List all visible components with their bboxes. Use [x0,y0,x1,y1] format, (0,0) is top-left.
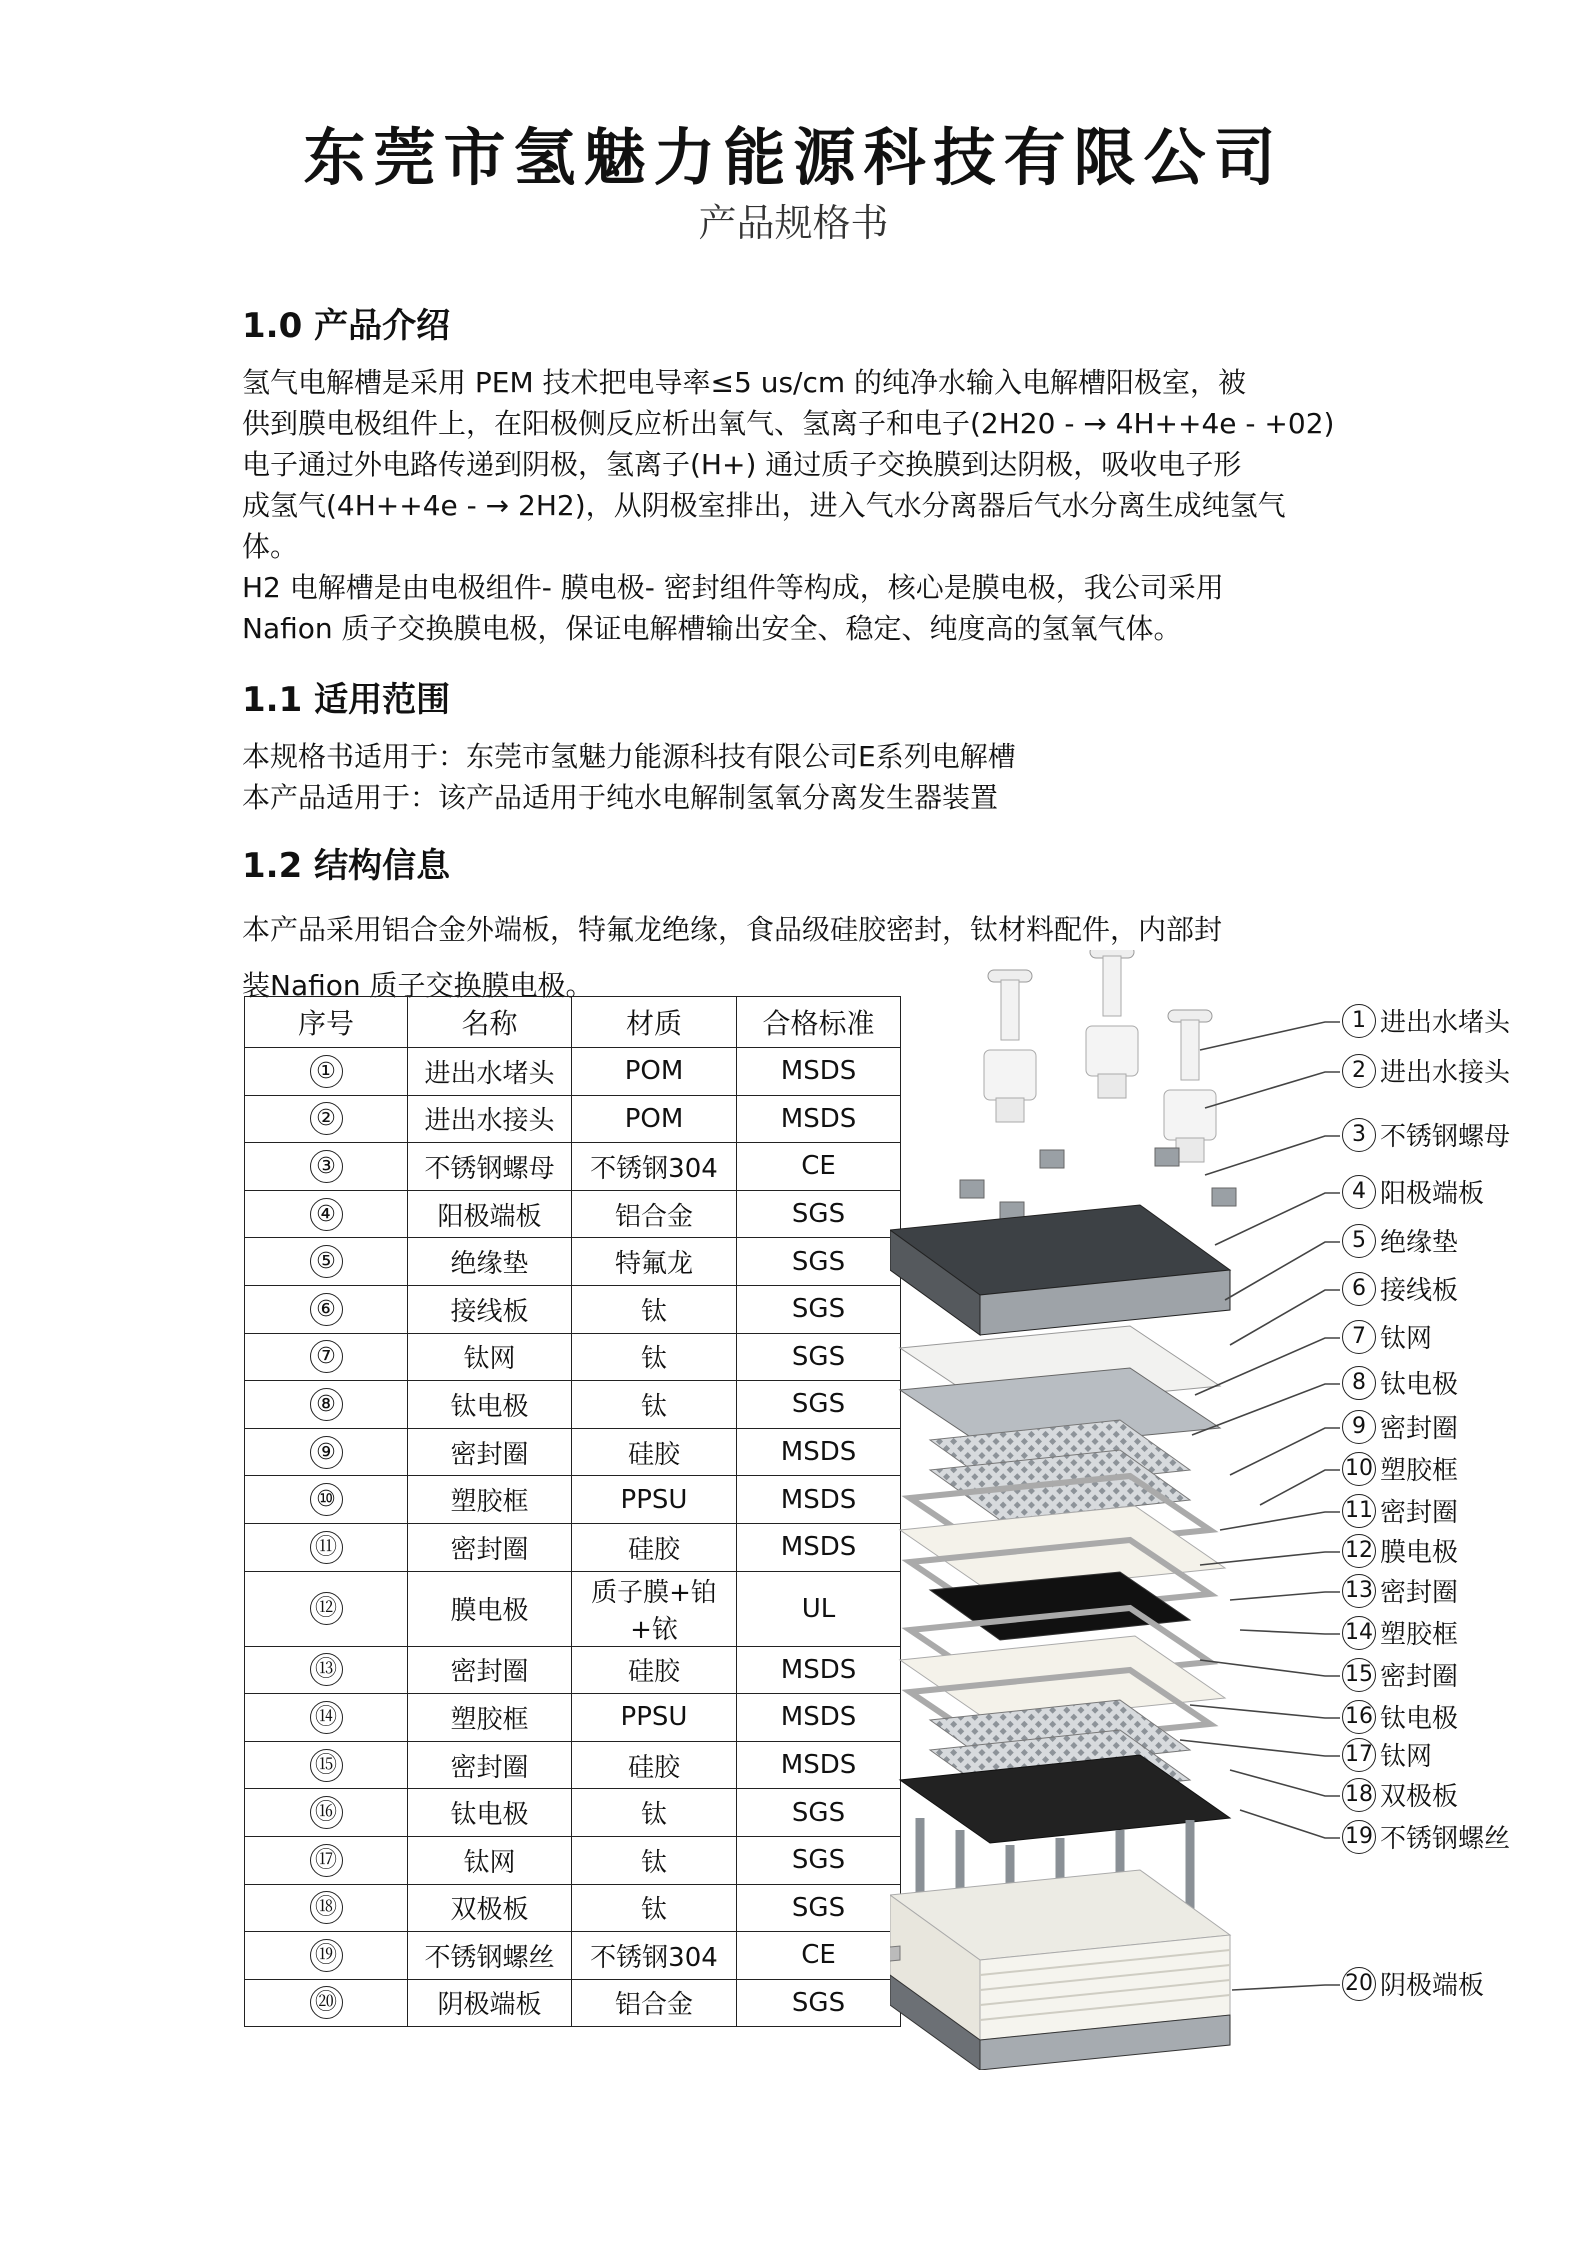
callout-7 [1342,1318,1432,1355]
cell-material: PPSU [572,1476,737,1524]
cell-standard: MSDS [737,1646,901,1694]
cell-index [245,1646,408,1694]
document-subtitle: 产品规格书 [698,201,889,245]
header-material: 材质 [572,997,737,1048]
row-number-badge: ⑲ [310,1939,343,1972]
table-row [245,1381,901,1429]
cell-material: 特氟龙 [572,1238,737,1286]
callout-leader-17 [1180,1740,1340,1756]
cell-standard: CE [737,1143,901,1191]
cell-name: 塑胶框 [408,1476,572,1524]
cell-index [245,1694,408,1742]
callout-label: 不锈钢螺母 [1380,1122,1511,1152]
callout-label: 接线板 [1380,1276,1459,1306]
cell-index [245,1476,408,1524]
callout-14 [1342,1614,1458,1651]
intro-line: 氢气电解槽是采用 PEM 技术把电导率≤5 us/cm 的纯净水输入电解槽阳极室，被 [242,366,1247,399]
structure-line: 装Nafion 质子交换膜电极。 [242,969,594,1002]
row-number-badge: ⑪ [310,1531,343,1564]
callout-number-badge: 2 [1342,1054,1376,1088]
cell-name: 进出水接头 [408,1095,572,1143]
table-row [245,1694,901,1742]
cell-standard: SGS [737,1789,901,1837]
cell-material: 钛 [572,1333,737,1381]
cell-index [245,1143,408,1191]
cell-name: 钛电极 [408,1381,572,1429]
callout-17 [1342,1736,1432,1773]
cell-name: 塑胶框 [408,1694,572,1742]
row-number-badge: ④ [310,1198,343,1231]
row-number-badge: ⑫ [310,1592,343,1625]
cell-material: 硅胶 [572,1523,737,1571]
cell-index [245,1190,408,1238]
table-row [245,1979,901,2027]
intro-line: Nafion 质子交换膜电极，保证电解槽输出安全、稳定、纯度高的氢氧气体。 [242,612,1182,645]
callout-number-badge: 11 [1342,1494,1376,1528]
cell-standard: SGS [737,1285,901,1333]
table-row [245,1048,901,1096]
cell-index [245,1285,408,1333]
cell-index [245,1238,408,1286]
callout-leader-lines [1180,1022,1340,1990]
callout-15 [1342,1656,1458,1693]
cell-standard: UL [737,1571,901,1646]
row-number-badge: ⑨ [310,1436,343,1469]
header-standard: 合格标准 [737,997,901,1048]
cell-index [245,1932,408,1980]
company-title: 东莞市氢魅力能源科技有限公司 [303,121,1284,194]
intro-line: 电子通过外电路传递到阴极，氢离子(H+) 通过质子交换膜到达阴极，吸收电子形 [242,448,1242,481]
callout-number-badge: 14 [1342,1616,1376,1650]
callout-label: 塑胶框 [1380,1620,1459,1650]
callout-number-badge: 3 [1342,1118,1376,1152]
cell-name: 阳极端板 [408,1190,572,1238]
scope-paragraph [242,736,1382,818]
callout-number-badge: 20 [1342,1967,1376,2001]
cell-name: 密封圈 [408,1741,572,1789]
cell-material: 钛 [572,1381,737,1429]
intro-line: 体。 [242,530,299,563]
callout-label: 进出水堵头 [1380,1008,1511,1038]
callout-number-badge: 12 [1342,1534,1376,1568]
cell-material: 质子膜+铂+铱 [572,1571,737,1646]
cell-standard: MSDS [737,1048,901,1096]
cell-material: 铝合金 [572,1190,737,1238]
cell-index [245,1789,408,1837]
callout-10 [1342,1450,1458,1487]
row-number-badge: ⑬ [310,1653,343,1686]
table-row [245,1571,901,1646]
section-heading-structure: 1.2 结构信息 [242,846,451,886]
callout-label: 塑胶框 [1380,1456,1459,1486]
table-row [245,1285,901,1333]
callout-2 [1342,1052,1510,1089]
cell-material: 硅胶 [572,1646,737,1694]
cell-name: 阴极端板 [408,1979,572,2027]
callout-leader-3 [1205,1136,1340,1175]
plug-icons [984,950,1216,1162]
callout-leader-2 [1205,1072,1340,1108]
cell-standard: MSDS [737,1523,901,1571]
cell-index [245,1836,408,1884]
cell-standard: MSDS [737,1694,901,1742]
cell-index [245,1741,408,1789]
callout-16 [1342,1698,1458,1735]
callout-20 [1342,1965,1484,2002]
row-number-badge: ② [310,1102,343,1135]
table-row [245,1789,901,1837]
cell-index [245,1095,408,1143]
callout-9 [1342,1408,1458,1445]
row-number-badge: ⑮ [310,1749,343,1782]
cell-name: 接线板 [408,1285,572,1333]
cell-standard: CE [737,1932,901,1980]
cell-standard: SGS [737,1238,901,1286]
cell-name: 不锈钢螺丝 [408,1932,572,1980]
cell-material: 铝合金 [572,1979,737,2027]
row-number-badge: ⑩ [310,1483,343,1516]
cell-name: 绝缘垫 [408,1238,572,1286]
callout-label: 钛网 [1380,1324,1433,1354]
callout-leader-1 [1200,1022,1340,1050]
cell-name: 密封圈 [408,1646,572,1694]
table-row [245,1476,901,1524]
callout-label: 密封圈 [1380,1578,1459,1608]
cell-standard: SGS [737,1381,901,1429]
callout-label: 密封圈 [1380,1662,1459,1692]
callout-1 [1342,1002,1510,1039]
callout-leader-12 [1200,1552,1340,1565]
callout-number-badge: 8 [1342,1366,1376,1400]
callout-leader-16 [1190,1705,1340,1718]
cell-index [245,1381,408,1429]
cell-material: 钛 [572,1789,737,1837]
callout-5 [1342,1222,1458,1259]
callout-4 [1342,1173,1484,1210]
callout-label: 不锈钢螺丝 [1380,1824,1511,1854]
intro-line: 成氢气(4H++4e - → 2H2)，从阴极室排出，进入气水分离器后气水分离生成纯氢气 [242,489,1286,522]
scope-line: 本产品适用于：该产品适用于纯水电解制氢氧分离发生器装置 [242,781,999,814]
callout-number-badge: 9 [1342,1410,1376,1444]
table-row [245,1238,901,1286]
callout-label: 绝缘垫 [1380,1228,1459,1258]
callout-leader-14 [1240,1630,1340,1634]
cell-name: 膜电极 [408,1571,572,1646]
table-row [245,1190,901,1238]
row-number-badge: ⑥ [310,1293,343,1326]
callout-label: 阴极端板 [1380,1971,1485,2001]
callout-number-badge: 4 [1342,1175,1376,1209]
cell-name: 进出水堵头 [408,1048,572,1096]
cell-name: 不锈钢螺母 [408,1143,572,1191]
cell-index [245,1884,408,1932]
table-header-row [245,997,901,1048]
cell-material: 不锈钢304 [572,1932,737,1980]
callout-19 [1342,1818,1510,1855]
callout-label: 钛电极 [1380,1704,1459,1734]
callout-number-badge: 18 [1342,1778,1376,1812]
cell-standard: SGS [737,1884,901,1932]
callout-8 [1342,1364,1458,1401]
callout-number-badge: 5 [1342,1224,1376,1258]
callout-label: 进出水接头 [1380,1058,1511,1088]
bipolar-plate [900,1755,1230,1843]
row-number-badge: ⑰ [310,1844,343,1877]
callout-13 [1342,1572,1458,1609]
cell-standard: MSDS [737,1428,901,1476]
table-row [245,1095,901,1143]
row-number-badge: ⑳ [310,1986,343,2019]
callout-number-badge: 10 [1342,1452,1376,1486]
cell-index [245,1571,408,1646]
scope-line: 本规格书适用于：东莞市氢魅力能源科技有限公司E系列电解槽 [242,740,1016,773]
cell-standard: MSDS [737,1741,901,1789]
callout-number-badge: 15 [1342,1658,1376,1692]
callout-leader-19 [1240,1810,1340,1838]
table-row [245,1741,901,1789]
cell-name: 钛网 [408,1333,572,1381]
callout-leader-20 [1232,1985,1340,1990]
cell-standard: SGS [737,1836,901,1884]
callout-number-badge: 7 [1342,1320,1376,1354]
cell-name: 钛电极 [408,1789,572,1837]
cell-standard: MSDS [737,1476,901,1524]
row-number-badge: ⑦ [310,1340,343,1373]
header-index: 序号 [245,997,408,1048]
cell-standard: MSDS [737,1095,901,1143]
membrane-electrode [930,1572,1190,1640]
cell-material: 钛 [572,1836,737,1884]
callout-leader-15 [1200,1660,1340,1676]
callout-number-badge: 16 [1342,1700,1376,1734]
cell-material: 硅胶 [572,1428,737,1476]
callout-3 [1342,1116,1510,1153]
callout-leader-9 [1230,1428,1340,1475]
cell-index [245,1523,408,1571]
cell-index [245,1979,408,2027]
cell-material: POM [572,1048,737,1096]
callout-label: 密封圈 [1380,1414,1459,1444]
table-row [245,1884,901,1932]
table-row [245,1836,901,1884]
callout-18 [1342,1776,1458,1813]
row-number-badge: ⑧ [310,1388,343,1421]
cell-material: 钛 [572,1884,737,1932]
cell-name: 钛网 [408,1836,572,1884]
row-number-badge: ① [310,1055,343,1088]
section-heading-intro: 1.0 产品介绍 [242,306,451,346]
stack-assembly [890,1818,1230,2070]
cell-standard: SGS [737,1979,901,2027]
table-row [245,1932,901,1980]
callout-number-badge: 6 [1342,1272,1376,1306]
cell-material: PPSU [572,1694,737,1742]
row-number-badge: ③ [310,1150,343,1183]
row-number-badge: ⑭ [310,1701,343,1734]
table-row [245,1333,901,1381]
section-heading-scope: 1.1 适用范围 [242,680,451,720]
callout-label: 钛电极 [1380,1370,1459,1400]
table-row [245,1143,901,1191]
cell-standard: SGS [737,1190,901,1238]
cell-index [245,1048,408,1096]
callout-leader-10 [1260,1470,1340,1505]
cell-name: 密封圈 [408,1523,572,1571]
cell-standard: SGS [737,1333,901,1381]
intro-line: H2 电解槽是由电极组件- 膜电极- 密封组件等构成，核心是膜电极，我公司采用 [242,571,1224,604]
cell-material: POM [572,1095,737,1143]
callout-label: 阳极端板 [1380,1179,1485,1209]
callout-number-badge: 13 [1342,1574,1376,1608]
callout-label: 双极板 [1380,1782,1459,1812]
row-number-badge: ⑱ [310,1891,343,1924]
cell-index [245,1428,408,1476]
callout-number-badge: 1 [1342,1004,1376,1038]
cell-name: 密封圈 [408,1428,572,1476]
callout-leader-6 [1230,1290,1340,1345]
callout-label: 密封圈 [1380,1498,1459,1528]
callout-leader-13 [1230,1592,1340,1600]
callout-12 [1342,1532,1458,1569]
structure-line: 本产品采用铝合金外端板，特氟龙绝缘，食品级硅胶密封，钛材料配件，内部封 [242,913,1223,946]
callout-label: 膜电极 [1380,1538,1459,1568]
cell-material: 不锈钢304 [572,1143,737,1191]
cell-material: 硅胶 [572,1741,737,1789]
callout-leader-11 [1220,1512,1340,1530]
callout-label: 钛网 [1380,1742,1433,1772]
header-name: 名称 [408,997,572,1048]
cell-name: 双极板 [408,1884,572,1932]
callout-6 [1342,1270,1458,1307]
intro-line: 供到膜电极组件上，在阳极侧反应析出氧气、氢离子和电子(2H20 - → 4H++4e - +02) [242,407,1335,440]
anode-end-plate [890,1205,1230,1335]
intro-paragraph [242,362,1382,649]
callout-number-badge: 17 [1342,1738,1376,1772]
callout-number-badge: 19 [1342,1820,1376,1854]
parts-table [244,996,901,2027]
cell-index [245,1333,408,1381]
row-number-badge: ⑤ [310,1245,343,1278]
cell-material: 钛 [572,1285,737,1333]
table-row [245,1523,901,1571]
callout-leader-18 [1230,1770,1340,1796]
table-row [245,1646,901,1694]
table-row [245,1428,901,1476]
callout-11 [1342,1492,1458,1529]
row-number-badge: ⑯ [310,1796,343,1829]
